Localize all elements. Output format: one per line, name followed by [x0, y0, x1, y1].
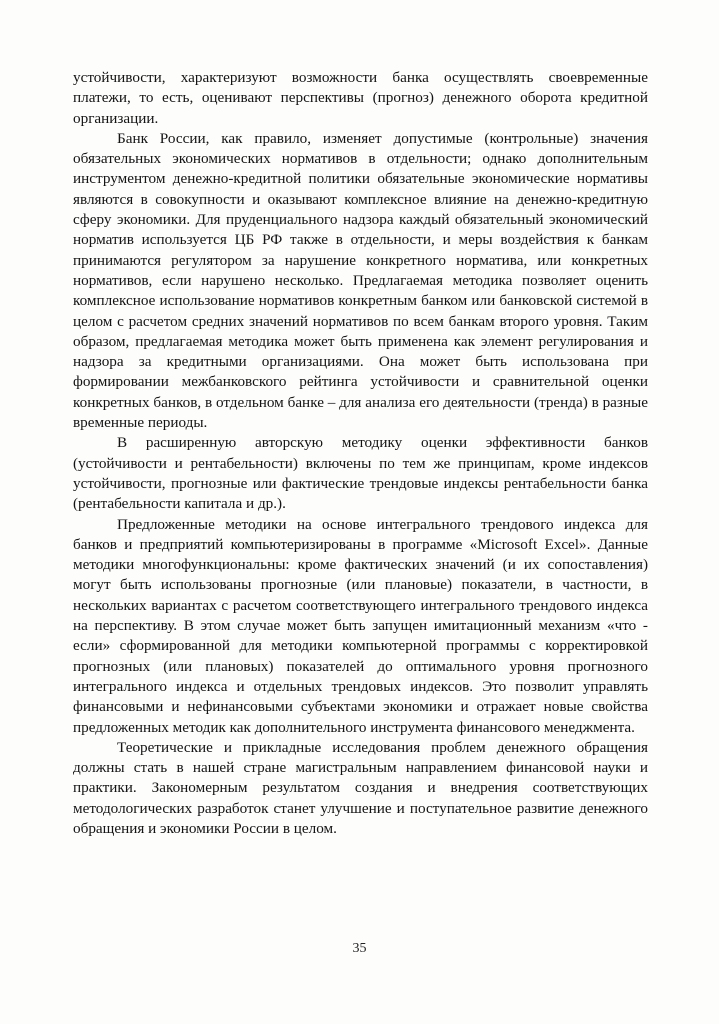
- paragraph-2: Банк России, как правило, изменяет допустимые (контрольные) значения обязательных экономических нормативов в отдельности; однако дополнительным инструментом денежно-кредитной политики обязательные экономические нормативы являются в совокупности и оказывают комплексное влияние на денежно-кредитную сферу экономики. Для пруденциального надзора каждый обязательный экономический норматив используется ЦБ РФ также в отдельности, и меры воздействия к банкам принимаются регулятором за нарушение конкретного норматива, или конкретных нормативов, если нарушено несколько. Предлагаемая методика позволяет оценить комплексное использование нормативов конкретным банком или банковской системой в целом с расчетом средних значений нормативов по всем банкам второго уровня. Таким образом, предлагаемая методика может быть применена как элемент регулирования и надзора за кредитными организациями. Она может быть использована при формировании межбанковского рейтинга устойчивости и сравнительной оценки конкретных банков, в отдельном банке – для анализа его деятельности (тренда) в разные временные периоды.: [73, 129, 648, 432]
- paragraph-1: устойчивости, характеризуют возможности банка осуществлять своевременные платежи, то есть, оценивают перспективы (прогноз) денежного оборота кредитной организации.: [73, 69, 648, 127]
- body-text: [73, 68, 648, 839]
- paragraph-4: Предложенные методики на основе интегрального трендового индекса для банков и предприятий компьютеризированы в программе «Microsoft Excel». Данные методики многофункциональны: кроме фактических значений (и их сопоставления) могут быть использованы прогнозные (или плановые) показатели, в частности, в нескольких вариантах с расчетом соответствующего интегрального трендового индекса на перспективу. В этом случае может быть запущен имитационный механизм «что - если» сформированной для методики компьютерной программы с корректировкой прогнозных (или плановых) показателей до оптимального уровня прогнозного интегрального индекса и отдельных трендовых индексов. Это позволит управлять финансовыми и нефинансовыми субъектами экономики и отражает новые свойства предложенных методик как дополнительного инструмента финансового менеджмента.: [73, 515, 648, 736]
- page-number: 35: [352, 941, 367, 956]
- paragraph-5: Теоретические и прикладные исследования проблем денежного обращения должны стать в нашей стране магистральным направлением финансовой науки и практики. Закономерным результатом создания и внедрения соответствующих методологических разработок станет улучшение и поступательное развитие денежного обращения и экономики России в целом.: [73, 738, 648, 837]
- paragraph-3: В расширенную авторскую методику оценки эффективности банков (устойчивости и рентабельности) включены по тем же принципам, кроме индексов устойчивости, прогнозные или фактические трендовые индексы рентабельности банка (рентабельности капитала и др.).: [73, 434, 648, 513]
